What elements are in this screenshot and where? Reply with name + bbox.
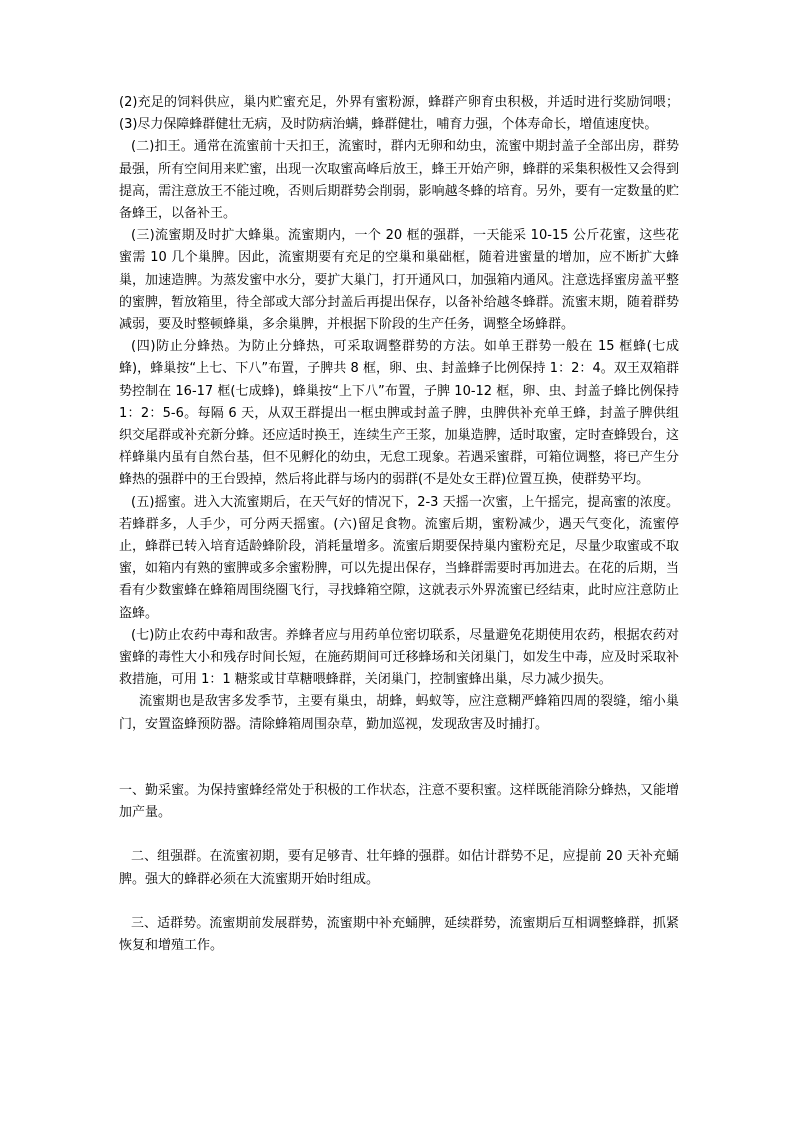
paragraph-feeding: (2)充足的饲料供应，巢内贮蜜充足，外界有蜜粉源，蜂群产卵育虫积极，并适时进行奖励饲喂；(3)尽力保障蜂群健壮无病，及时防病治螨，蜂群健壮，哺育力强，个体寿命长，增值速度快。: [119, 95, 679, 133]
paragraph-expand-hive: (三)流蜜期及时扩大蜂巢。流蜜期内，一个 20 框的强群，一天能采 10-15 公斤花蜜，这些花蜜需 10 几个巢脾。因此，流蜜期要有充足的空巢和巢础框，随着进蜜量的增加，应不断扩大蜂巢，加速造脾。为蒸发蜜中水分，要扩大巢门，打开通风口，加强箱内通风。注意选择蜜房盖平整的蜜脾，暂放箱里，待全部或大部分封盖后再提出保存，以备补给越冬蜂群。流蜜末期，随着群势减弱，要及时整顿蜂巢，多余巢脾，并根据下阶段的生产任务，调整全场蜂群。: [119, 228, 679, 333]
paragraph-extract-honey: (五)摇蜜。进入大流蜜期后，在天气好的情况下，2-3 天摇一次蜜，上午摇完，提高蜜的浓度。若蜂群多，人手少，可分两天摇蜜。(六)留足食物。流蜜后期，蜜粉减少，遇天气变化，流蜜停止，蜂群已转入培育适龄蜂阶段，消耗量增多。流蜜后期要保持巢内蜜粉充足，尽量少取蜜或不取蜜，如箱内有熟的蜜脾或多余蜜粉脾，可以先提出保存，当蜂群需要时再加进去。在花的后期，当看有少数蜜蜂在蜂箱周围绕圈飞行，寻找蜂箱空隙，这就表示外界流蜜已经结束，此时应注意防止盗蜂。: [119, 494, 679, 621]
paragraph-enemies: 流蜜期也是敌害多发季节，主要有巢虫，胡蜂，蚂蚁等，应注意糊严蜂箱四周的裂缝，缩小巢门，安置盗蜂预防器。清除蜂箱周围杂草，勤加巡视，发现敌害及时捕打。: [119, 694, 679, 732]
paragraph-prevent-swarming: (四)防止分蜂热。为防止分蜂热，可采取调整群势的方法。如单王群势一般在 15 框蜂(七成蜂)，蜂巢按“上七、下八”布置，子脾共 8 框，卵、虫、封盖蜂子比例保持 1：2：4。双王双箱群势控制在 16-17 框(七成蜂)，蜂巢按“上下八”布置，子脾 10-12 框，卵、虫、封盖子蜂比例保持 1：2：5-6。每隔 6 天，从双王群提出一框虫脾或封盖子脾，虫脾供补充单王蜂，封盖子脾供组织交尾群或补充新分蜂。还应适时换王，连续生产王浆，加巢造脾，适时取蜜，定时查蜂毁台，这样蜂巢内虽有自然台基，但不见孵化的幼虫，无怠工现象。若遇采蜜群，可箱位调整，将已产生分蜂热的强群中的王台毁掉，然后将此群与场内的弱群(不是处女王群)位置互换，使群势平均。: [119, 339, 679, 488]
paragraph-colony-strength: 三、适群势。流蜜期前发展群势，流蜜期中补充蛹脾，延续群势，流蜜期后互相调整蜂群，抓紧恢复和增殖工作。: [119, 915, 679, 953]
paragraph-pesticide: (七)防止农药中毒和敌害。养蜂者应与用药单位密切联系，尽量避免花期使用农药，根据农药对蜜蜂的毒性大小和残存时间长短，在施药期间可迁移蜂场和关闭巢门，如发生中毒，应及时采取补救措施，可用 1：1 糖浆或甘草糖喂蜂群，关闭巢门，控制蜜蜂出巢，尽力减少损失。: [119, 627, 679, 688]
paragraph-queen-caging: (二)扣王。通常在流蜜前十天扣王，流蜜时，群内无卵和幼虫，流蜜中期封盖子全部出房，群势最强，所有空间用来贮蜜，出现一次取蜜高峰后放王，蜂王开始产卵，蜂群的采集积极性又会得到提高，需注意放王不能过晚，否则后期群势会削弱，影响越冬蜂的培育。另外，要有一定数量的贮备蜂王，以备补王。: [119, 139, 679, 222]
paragraph-strong-colony: 二、组强群。在流蜜初期，要有足够青、壮年蜂的强群。如估计群势不足，应提前 20 天补充蛹脾。强大的蜂群必须在大流蜜期开始时组成。: [119, 849, 679, 887]
document-page: [119, 92, 679, 957]
paragraph-harvest-often: 一、勤采蜜。为保持蜜蜂经常处于积极的工作状态，注意不要积蜜。这样既能消除分蜂热，又能增加产量。: [119, 782, 679, 821]
